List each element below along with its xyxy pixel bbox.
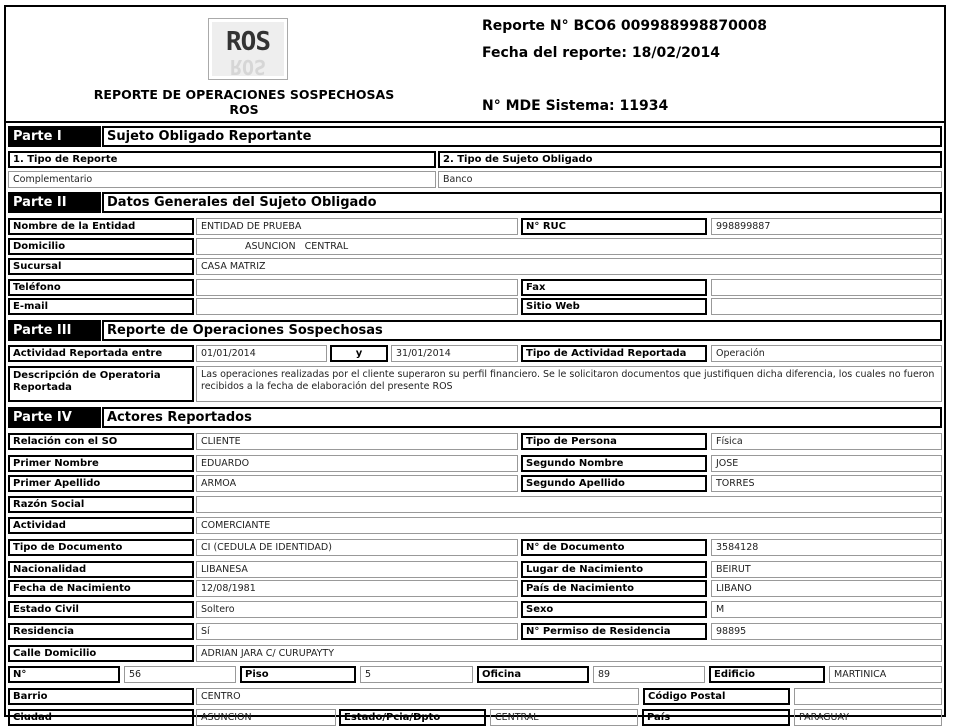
pais-nacimiento-value: LIBANO [711,580,942,597]
field-label: Segundo Nombre [521,455,707,472]
field-label: Teléfono [8,279,194,296]
num-documento-value: 3584128 [711,539,942,556]
field-label: Tipo de Documento [8,539,194,556]
section-title: Datos Generales del Sujeto Obligado [102,192,942,213]
field-label: País de Nacimiento [521,580,707,597]
section-number: Parte IV [8,407,101,428]
barrio-value: CENTRO [196,688,639,705]
field-label: Sucursal [8,258,194,275]
primer-apellido-value: ARMOA [196,475,518,492]
field-label: Razón Social [8,496,194,513]
codigo-postal-value [794,688,942,705]
header-divider [4,121,946,123]
sexo-value: M [711,601,942,618]
section-title: Reporte de Operaciones Sospechosas [102,320,942,341]
tipo-actividad-value: Operación [711,345,942,362]
field-label: Oficina [477,666,589,683]
report-header [4,5,946,121]
web-value [711,298,942,315]
numero-value: 56 [124,666,236,683]
residencia-value: Sí [196,623,518,640]
pais-value: PARAGUAY [794,709,942,726]
permiso-residencia-value: 98895 [711,623,942,640]
report-title: REPORTE DE OPERACIONES SOSPECHOSAS [93,87,395,102]
field-label: Edificio [709,666,825,683]
section-number: Parte III [8,320,101,341]
oficina-value: 89 [593,666,705,683]
nacionalidad-value: LIBANESA [196,561,518,578]
field-label: Lugar de Nacimiento [521,561,707,578]
ciudad-value: ASUNCION [196,709,336,726]
field-label: Sitio Web [521,298,707,315]
field-label: Fax [521,279,707,296]
field-label: Descripción de Operatoria Reportada [8,366,194,402]
field-label: N° RUC [521,218,707,235]
field-label: 1. Tipo de Reporte [8,151,436,168]
report-number: Reporte N° BCO6 009988998870008 [482,18,768,34]
field-label: Calle Domicilio [8,645,194,662]
logo-text: ROS [226,27,270,57]
field-label: Tipo de Actividad Reportada [521,345,707,362]
relacion-value: CLIENTE [196,433,518,450]
field-label: Ciudad [8,709,194,726]
field-label: y [330,345,388,362]
field-label: Fecha de Nacimiento [8,580,194,597]
lugar-nacimiento-value: BEIRUT [711,561,942,578]
field-label: Piso [240,666,356,683]
tipo-persona-value: Física [711,433,942,450]
field-label: Nombre de la Entidad [8,218,194,235]
ros-logo [208,18,288,80]
mde-number: N° MDE Sistema: 11934 [482,98,669,114]
field-label: Primer Nombre [8,455,194,472]
section-title: Sujeto Obligado Reportante [102,126,942,147]
entidad-value: ENTIDAD DE PRUEBA [196,218,518,235]
primer-nombre-value: EDUARDO [196,455,518,472]
actividad-value: COMERCIANTE [196,517,942,534]
telefono-value [196,279,518,296]
field-label: N° de Documento [521,539,707,556]
sucursal-value: CASA MATRIZ [196,258,942,275]
fecha-desde-value: 01/01/2014 [196,345,327,362]
field-label: Segundo Apellido [521,475,707,492]
field-label: N° Permiso de Residencia [521,623,707,640]
report-title-abbr: ROS [229,102,259,117]
field-label: País [642,709,790,726]
field-label: Barrio [8,688,194,705]
email-value [196,298,518,315]
field-label: Código Postal [643,688,790,705]
report-date: Fecha del reporte: 18/02/2014 [482,45,721,61]
field-label: Residencia [8,623,194,640]
field-label: Actividad [8,517,194,534]
estado-value: CENTRAL [490,709,638,726]
calle-domicilio-value: ADRIAN JARA C/ CURUPAYTY [196,645,942,662]
field-label: Actividad Reportada entre [8,345,194,362]
fecha-hasta-value: 31/01/2014 [391,345,518,362]
field-label: Primer Apellido [8,475,194,492]
estado-civil-value: Soltero [196,601,518,618]
tipo-documento-value: CI (CEDULA DE IDENTIDAD) [196,539,518,556]
field-label: Nacionalidad [8,561,194,578]
fax-value [711,279,942,296]
section-title: Actores Reportados [102,407,942,428]
tipo-reporte-value: Complementario [8,171,436,188]
field-label: 2. Tipo de Sujeto Obligado [438,151,942,168]
field-label: Relación con el SO [8,433,194,450]
domicilio-value: ASUNCION CENTRAL [196,238,942,255]
edificio-value: MARTINICA [829,666,942,683]
logo-reflection: ROS [229,55,267,79]
field-label: N° [8,666,120,683]
ruc-value: 998899887 [711,218,942,235]
field-label: Estado/Pcia/Dpto [339,709,486,726]
section-number: Parte II [8,192,101,213]
field-label: Sexo [521,601,707,618]
segundo-apellido-value: TORRES [711,475,942,492]
segundo-nombre-value: JOSE [711,455,942,472]
field-label: Estado Civil [8,601,194,618]
piso-value: 5 [360,666,473,683]
tipo-sujeto-value: Banco [438,171,942,188]
field-label: E-mail [8,298,194,315]
section-number: Parte I [8,126,101,147]
fecha-nacimiento-value: 12/08/1981 [196,580,518,597]
descripcion-value: Las operaciones realizadas por el cliente superaron su perfil financiero. Se le solicitaron documentos que justifiquen dicha diferencia, los cuales no fueron recibidos a la fecha de elaboración del presente ROS [196,366,942,402]
field-label: Tipo de Persona [521,433,707,450]
razon-social-value [196,496,942,513]
field-label: Domicilio [8,238,194,255]
